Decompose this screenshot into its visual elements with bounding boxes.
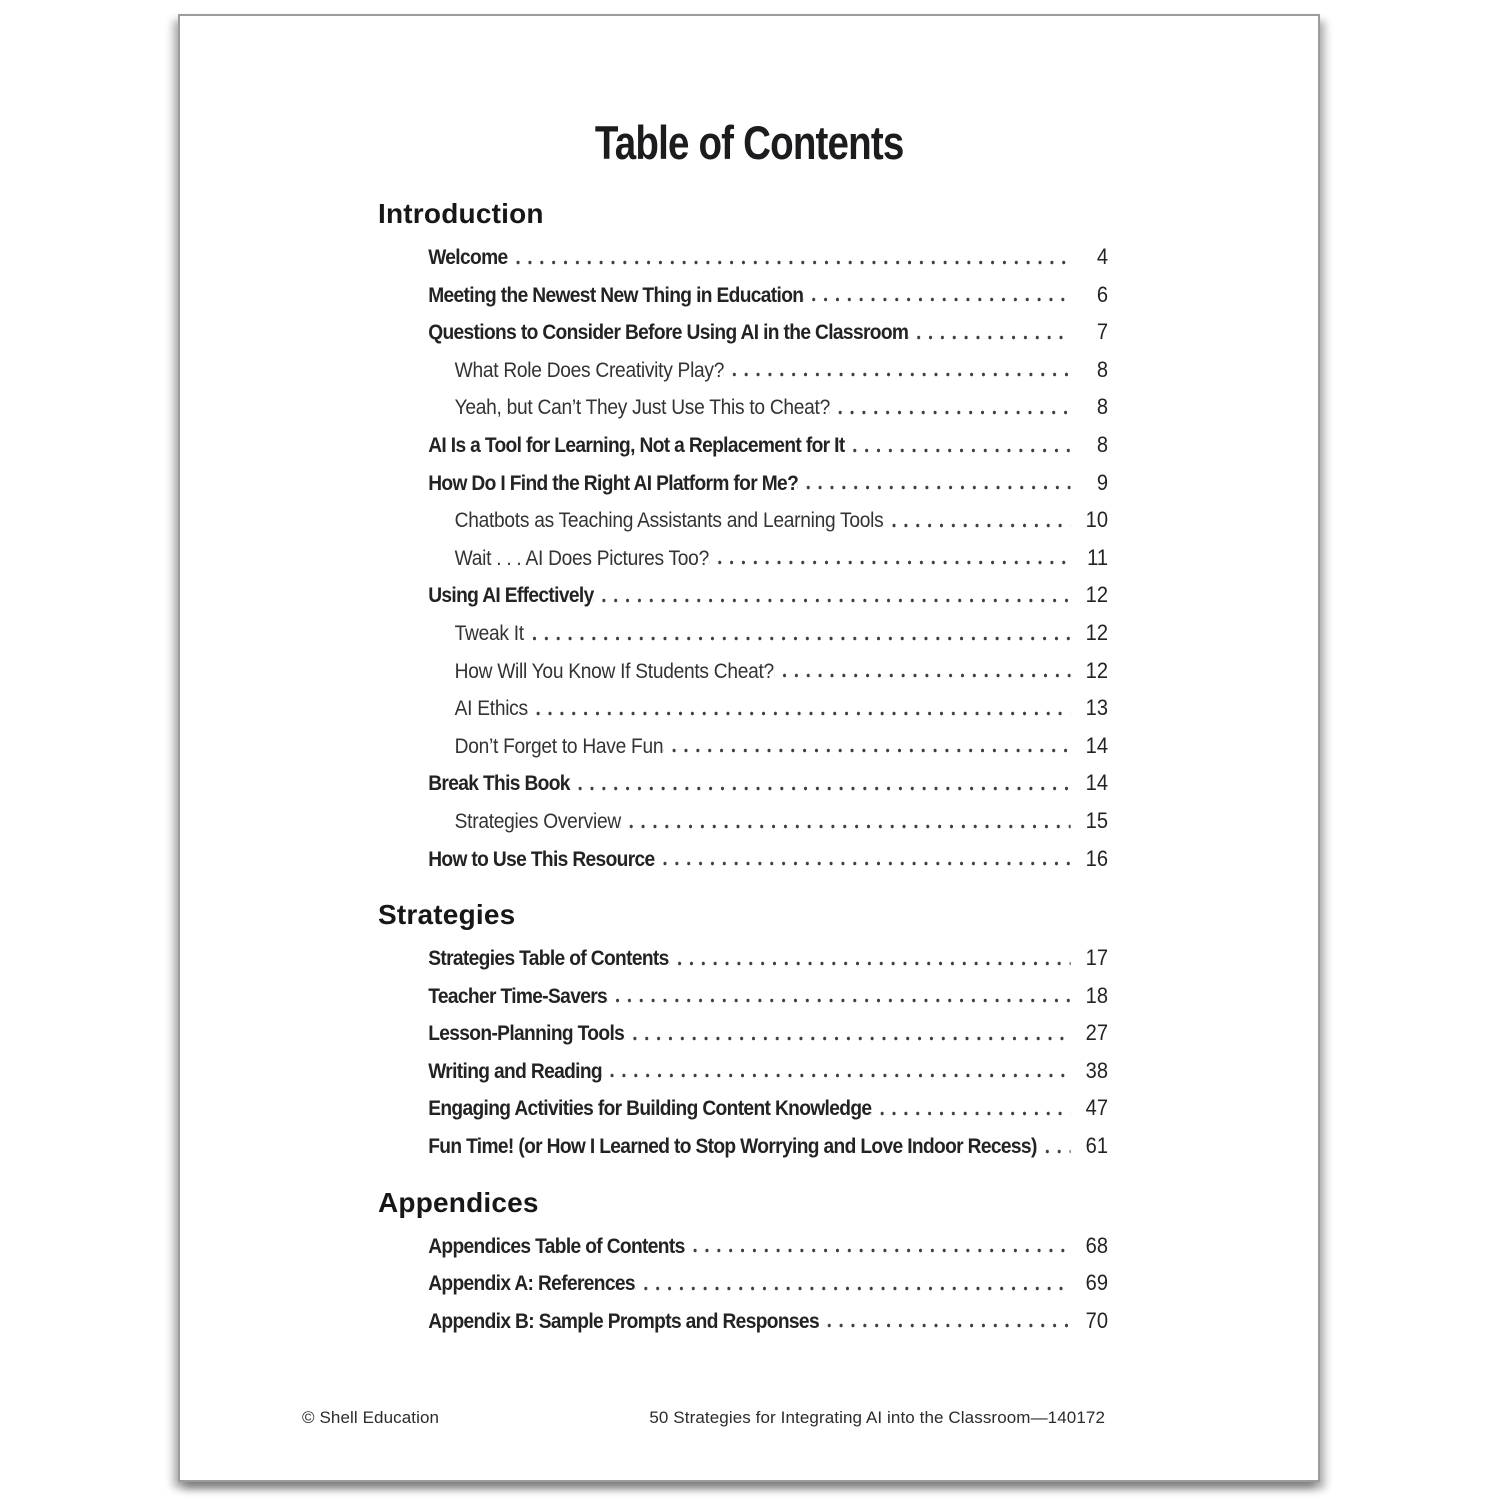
dot-leader [624,1014,1070,1052]
toc-entry [378,764,1108,802]
toc-entry [378,652,1108,690]
toc-entry [378,1264,1108,1302]
toc-entry-label: How to Use This Resource [428,847,655,871]
page-footer [302,1408,1105,1428]
toc-entry [378,939,1108,977]
toc-entry-page-number: 17 [1085,945,1108,971]
toc-entry [378,689,1108,727]
toc-entry-list [378,238,1108,877]
toc-entry-label: Appendix B: Sample Prompts and Responses [428,1309,819,1333]
toc-entry-label: Teacher Time-Savers [428,984,608,1008]
toc-entry-label: Appendices Table of Contents [428,1234,685,1258]
table-of-contents [378,198,1318,1339]
toc-entry [378,351,1108,389]
dot-leader [774,652,1071,690]
toc-entry [378,1014,1108,1052]
dot-leader [594,576,1071,614]
toc-entry-label: Chatbots as Teaching Assistants and Learning Tools [454,509,884,533]
dot-leader [798,464,1070,502]
toc-entry-label: Break This Book [428,772,570,796]
toc-entry [378,802,1108,840]
footer-book-info: 50 Strategies for Integrating AI into the Classroom—140172 [649,1408,1105,1427]
toc-entry-page-number: 68 [1085,1232,1108,1258]
toc-entry-page-number: 38 [1085,1057,1108,1083]
toc-entry-page-number: 4 [1096,244,1108,269]
dot-leader [528,689,1071,727]
toc-entry-label: Meeting the Newest New Thing in Education [428,283,804,307]
toc-entry-list [378,939,1108,1165]
toc-entry-label: Lesson-Planning Tools [428,1022,625,1046]
dot-leader [508,238,1071,276]
dot-leader [819,1302,1071,1340]
toc-entry-page-number: 61 [1085,1133,1108,1159]
page-title-text: Table of Contents [594,116,904,169]
toc-entry [378,388,1108,426]
toc-entry [378,576,1108,614]
toc-entry-page-number: 14 [1085,732,1108,758]
dot-leader [602,1052,1071,1090]
toc-entry [378,313,1108,351]
toc-entry-page-number: 12 [1085,582,1108,608]
toc-entry-page-number: 70 [1085,1307,1108,1333]
toc-entry-page-number: 69 [1085,1270,1108,1296]
dot-leader [570,764,1071,802]
toc-entry-label: Strategies Overview [454,809,621,833]
toc-entry-label: Strategies Table of Contents [428,947,669,971]
toc-entry-page-number: 16 [1085,845,1108,871]
toc-entry-label: How Do I Find the Right AI Platform for Me? [428,471,799,495]
toc-entry-label: Appendix A: References [428,1272,635,1296]
toc-entry [378,614,1108,652]
dot-leader [908,313,1070,351]
toc-entry [378,539,1108,577]
toc-entry [378,977,1108,1015]
toc-entry-page-number: 27 [1085,1020,1108,1046]
toc-entry [378,1089,1108,1127]
toc-entry-page-number: 7 [1096,319,1108,345]
dot-leader [830,388,1071,426]
dot-leader [883,501,1070,539]
toc-entry-page-number: 15 [1085,807,1108,833]
toc-entry [378,1052,1108,1090]
dot-leader [871,1089,1070,1127]
toc-entry-page-number: 47 [1085,1095,1108,1121]
toc-entry-label: Wait . . . AI Does Pictures Too? [454,546,709,570]
toc-entry [378,1127,1108,1165]
toc-entry-label: Tweak It [454,621,524,645]
toc-entry-page-number: 6 [1096,281,1108,307]
page-title [180,16,1318,168]
dot-leader [803,276,1070,314]
footer-copyright: © Shell Education [302,1408,440,1427]
dot-leader [845,426,1071,464]
toc-entry-page-number: 8 [1096,394,1108,420]
toc-section [378,1187,1318,1340]
dot-leader [709,539,1071,577]
toc-entry-page-number: 12 [1085,657,1108,683]
toc-entry-page-number: 12 [1085,619,1108,645]
toc-section [378,198,1318,877]
toc-entry-page-number: 14 [1085,770,1108,796]
section-heading: Strategies [378,899,516,931]
toc-entry [378,1302,1108,1340]
toc-entry-label: AI Is a Tool for Learning, Not a Replacement for It [428,433,845,457]
toc-entry [378,1227,1108,1265]
toc-entry-page-number: 13 [1085,695,1108,721]
toc-entry-list [378,1227,1108,1340]
document-page [178,14,1320,1482]
toc-entry-label: Yeah, but Can’t They Just Use This to Cheat? [454,396,831,420]
toc-entry-label: Welcome [428,246,508,269]
toc-entry-page-number: 11 [1087,544,1108,570]
toc-entry-label: AI Ethics [454,697,528,721]
toc-entry-label: Don’t Forget to Have Fun [454,734,664,758]
dot-leader [1037,1127,1071,1165]
toc-entry [378,727,1108,765]
toc-entry-label: Writing and Reading [428,1059,603,1083]
toc-entry-page-number: 10 [1085,507,1108,533]
dot-leader [635,1264,1071,1302]
toc-entry [378,501,1108,539]
toc-entry [378,840,1108,878]
dot-leader [621,802,1071,840]
toc-entry-page-number: 8 [1096,431,1108,457]
dot-leader [685,1227,1071,1265]
toc-entry-page-number: 18 [1085,982,1108,1008]
toc-entry [378,426,1108,464]
toc-entry-label: What Role Does Creativity Play? [454,358,725,382]
dot-leader [655,840,1071,878]
toc-entry-label: Questions to Consider Before Using AI in the Classroom [428,321,909,345]
dot-leader [724,351,1070,389]
toc-entry-label: How Will You Know If Students Cheat? [454,659,774,683]
dot-leader [663,727,1070,765]
toc-entry-page-number: 9 [1096,469,1108,495]
section-heading: Introduction [378,198,544,229]
dot-leader [607,977,1071,1015]
toc-entry [378,238,1108,276]
toc-entry-label: Fun Time! (or How I Learned to Stop Worrying and Love Indoor Recess) [428,1135,1037,1159]
section-heading: Appendices [378,1186,539,1218]
dot-leader [669,939,1071,977]
toc-entry [378,464,1108,502]
toc-section [378,899,1318,1165]
dot-leader [524,614,1071,652]
toc-entry-label: Engaging Activities for Building Content Knowledge [428,1097,872,1121]
toc-entry [378,276,1108,314]
toc-entry-label: Using AI Effectively [428,584,594,608]
toc-entry-page-number: 8 [1096,356,1108,382]
